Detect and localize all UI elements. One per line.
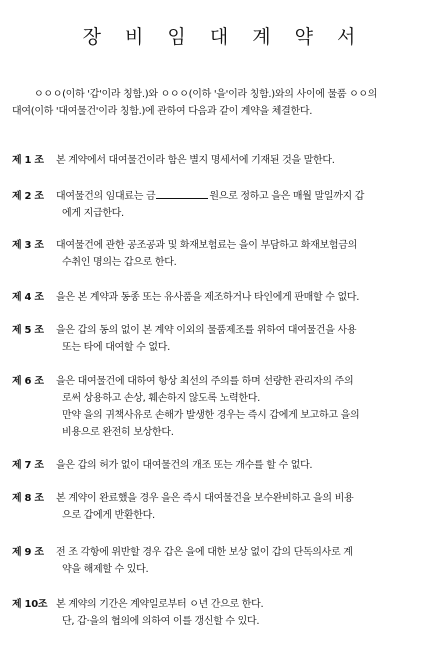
intro-paragraph bbox=[12, 86, 437, 120]
article-text: 약을 해제할 수 있다. bbox=[62, 564, 149, 575]
article-text: 을은 본 계약과 동종 또는 유사품을 제조하거나 타인에게 판매할 수 없다. bbox=[56, 292, 360, 303]
article-4 bbox=[12, 289, 440, 306]
article-text: 원으로 정하고 을은 매월 말일까지 갑 bbox=[209, 191, 365, 202]
article-6 bbox=[12, 373, 440, 441]
article-number: 제 8 조 bbox=[12, 493, 44, 504]
article-number: 제 6 조 bbox=[12, 376, 44, 387]
article-7 bbox=[12, 457, 440, 474]
article-9 bbox=[12, 544, 440, 578]
article-text: 에게 지급한다. bbox=[62, 208, 124, 219]
document-title: 장 비 임 대 계 약 서 bbox=[82, 26, 365, 48]
article-number: 제 2 조 bbox=[12, 191, 44, 202]
article-number: 제 10조 bbox=[12, 599, 48, 610]
article-text: 본 계약의 기간은 계약일로부터 ㅇ년 간으로 한다. bbox=[56, 599, 264, 610]
amount-blank-line bbox=[156, 189, 208, 199]
article-number: 제 9 조 bbox=[12, 547, 44, 558]
article-text: 또는 타에 대여할 수 없다. bbox=[62, 342, 170, 353]
article-5 bbox=[12, 322, 440, 356]
article-text: 을은 대여물건에 대하여 항상 최선의 주의를 하며 선량한 관리자의 주의 bbox=[56, 376, 354, 387]
article-text: 대여물건에 관한 공조공과 및 화재보험료는 을이 부담하고 화재보험금의 bbox=[56, 240, 357, 251]
article-text: 전 조 각항에 위반할 경우 갑은 을에 대한 보상 없이 갑의 단독의사로 계 bbox=[56, 547, 353, 558]
article-text: 을은 갑의 동의 없이 본 계약 이외의 물품제조를 위하여 대여물건을 사용 bbox=[56, 325, 357, 336]
article-number: 제 4 조 bbox=[12, 292, 44, 303]
article-number: 제 3 조 bbox=[12, 240, 44, 251]
article-text: 으로 갑에게 반환한다. bbox=[62, 510, 155, 521]
article-8 bbox=[12, 490, 440, 524]
intro-line: ㅇㅇㅇ(이하 '갑'이라 칭함.)와 ㅇㅇㅇ(이하 '을'이라 칭함.)와의 사이에 물품 ㅇㅇ의 bbox=[34, 89, 378, 100]
article-number: 제 7 조 bbox=[12, 460, 44, 471]
article-number: 제 5 조 bbox=[12, 325, 44, 336]
article-10 bbox=[12, 596, 440, 630]
article-text: 단, 갑·을의 협의에 의하여 이를 갱신할 수 있다. bbox=[62, 616, 260, 627]
article-text: 로써 상용하고 손상, 훼손하지 않도록 노력한다. bbox=[62, 393, 260, 404]
article-2 bbox=[12, 188, 440, 222]
article-text: 만약 을의 귀책사유로 손해가 발생한 경우는 즉시 갑에게 보고하고 을의 bbox=[62, 410, 360, 421]
article-text: 대여물건의 임대료는 금 bbox=[56, 191, 156, 202]
intro-line: 대여(이하 '대여물건'이라 칭함.)에 관하여 다음과 같이 계약을 체결한다. bbox=[12, 106, 313, 117]
article-1 bbox=[12, 152, 440, 169]
article-text: 본 계약에서 대여물건이라 함은 별지 명세서에 기재된 것을 말한다. bbox=[56, 155, 335, 166]
article-text: 을은 갑의 허가 없이 대여물건의 개조 또는 개수를 할 수 없다. bbox=[56, 460, 313, 471]
article-3 bbox=[12, 237, 440, 271]
article-number: 제 1 조 bbox=[12, 155, 44, 166]
article-text: 본 계약이 완료했을 경우 을은 즉시 대여물건을 보수완비하고 을의 비용 bbox=[56, 493, 354, 504]
article-text: 수취인 명의는 갑으로 한다. bbox=[62, 257, 177, 268]
article-text: 비용으로 완전히 보상한다. bbox=[62, 427, 174, 438]
